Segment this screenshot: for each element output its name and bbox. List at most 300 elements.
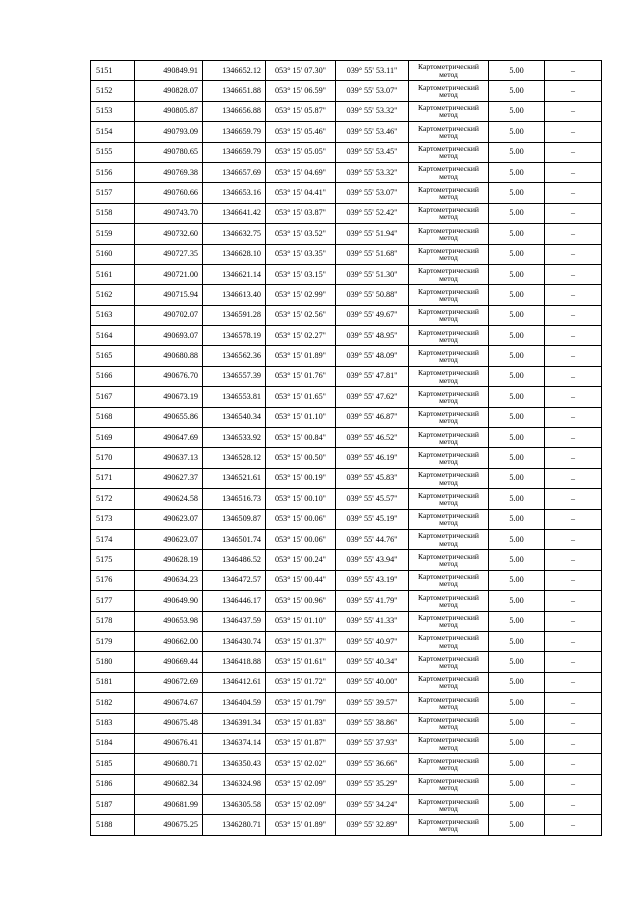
point-number-cell: 5164 <box>91 326 135 346</box>
longitude-cell: 039° 55' 53.11" <box>336 61 409 81</box>
note-cell: – <box>545 81 602 101</box>
longitude-cell: 039° 55' 43.94" <box>336 550 409 570</box>
note-cell: – <box>545 693 602 713</box>
method-cell: Картометрический метод <box>409 285 489 305</box>
note-cell: – <box>545 774 602 794</box>
accuracy-cell: 5.00 <box>489 203 545 223</box>
x-coordinate-cell: 490760.66 <box>135 183 203 203</box>
coordinates-table <box>90 60 602 836</box>
y-coordinate-cell: 1346516.73 <box>203 489 266 509</box>
y-coordinate-cell: 1346656.88 <box>203 101 266 121</box>
latitude-cell: 053° 15' 01.10" <box>266 407 336 427</box>
y-coordinate-cell: 1346651.88 <box>203 81 266 101</box>
accuracy-cell: 5.00 <box>489 264 545 284</box>
accuracy-cell: 5.00 <box>489 428 545 448</box>
method-cell: Картометрический метод <box>409 61 489 81</box>
note-cell: – <box>545 815 602 835</box>
point-number-cell: 5161 <box>91 264 135 284</box>
x-coordinate-cell: 490623.07 <box>135 509 203 529</box>
note-cell: – <box>545 346 602 366</box>
y-coordinate-cell: 1346446.17 <box>203 591 266 611</box>
method-cell: Картометрический метод <box>409 366 489 386</box>
longitude-cell: 039° 55' 45.57" <box>336 489 409 509</box>
note-cell: – <box>545 489 602 509</box>
accuracy-cell: 5.00 <box>489 224 545 244</box>
note-cell: – <box>545 509 602 529</box>
y-coordinate-cell: 1346628.10 <box>203 244 266 264</box>
accuracy-cell: 5.00 <box>489 101 545 121</box>
y-coordinate-cell: 1346557.39 <box>203 366 266 386</box>
table-row <box>91 774 602 794</box>
point-number-cell: 5157 <box>91 183 135 203</box>
accuracy-cell: 5.00 <box>489 672 545 692</box>
x-coordinate-cell: 490682.34 <box>135 774 203 794</box>
latitude-cell: 053° 15' 01.72" <box>266 672 336 692</box>
longitude-cell: 039° 55' 41.79" <box>336 591 409 611</box>
y-coordinate-cell: 1346305.58 <box>203 795 266 815</box>
table-row <box>91 672 602 692</box>
point-number-cell: 5188 <box>91 815 135 835</box>
method-cell: Картометрический метод <box>409 591 489 611</box>
method-cell: Картометрический метод <box>409 244 489 264</box>
table-row <box>91 815 602 835</box>
y-coordinate-cell: 1346528.12 <box>203 448 266 468</box>
table-row <box>91 509 602 529</box>
x-coordinate-cell: 490662.00 <box>135 631 203 651</box>
point-number-cell: 5186 <box>91 774 135 794</box>
accuracy-cell: 5.00 <box>489 591 545 611</box>
method-cell: Картометрический метод <box>409 570 489 590</box>
method-cell: Картометрический метод <box>409 754 489 774</box>
method-cell: Картометрический метод <box>409 305 489 325</box>
accuracy-cell: 5.00 <box>489 244 545 264</box>
longitude-cell: 039° 55' 51.30" <box>336 264 409 284</box>
point-number-cell: 5160 <box>91 244 135 264</box>
point-number-cell: 5180 <box>91 652 135 672</box>
latitude-cell: 053° 15' 00.24" <box>266 550 336 570</box>
longitude-cell: 039° 55' 53.07" <box>336 183 409 203</box>
table-row <box>91 428 602 448</box>
longitude-cell: 039° 55' 47.81" <box>336 366 409 386</box>
x-coordinate-cell: 490675.48 <box>135 713 203 733</box>
point-number-cell: 5178 <box>91 611 135 631</box>
latitude-cell: 053° 15' 00.06" <box>266 529 336 549</box>
point-number-cell: 5177 <box>91 591 135 611</box>
x-coordinate-cell: 490637.13 <box>135 448 203 468</box>
latitude-cell: 053° 15' 01.61" <box>266 652 336 672</box>
latitude-cell: 053° 15' 01.10" <box>266 611 336 631</box>
note-cell: – <box>545 264 602 284</box>
note-cell: – <box>545 631 602 651</box>
table-row <box>91 754 602 774</box>
accuracy-cell: 5.00 <box>489 733 545 753</box>
accuracy-cell: 5.00 <box>489 693 545 713</box>
point-number-cell: 5166 <box>91 366 135 386</box>
y-coordinate-cell: 1346540.34 <box>203 407 266 427</box>
note-cell: – <box>545 244 602 264</box>
accuracy-cell: 5.00 <box>489 795 545 815</box>
y-coordinate-cell: 1346509.87 <box>203 509 266 529</box>
accuracy-cell: 5.00 <box>489 529 545 549</box>
x-coordinate-cell: 490805.87 <box>135 101 203 121</box>
longitude-cell: 039° 55' 35.29" <box>336 774 409 794</box>
longitude-cell: 039° 55' 53.32" <box>336 162 409 182</box>
latitude-cell: 053° 15' 01.79" <box>266 693 336 713</box>
x-coordinate-cell: 490624.58 <box>135 489 203 509</box>
table-row <box>91 142 602 162</box>
table-row <box>91 244 602 264</box>
latitude-cell: 053° 15' 01.76" <box>266 366 336 386</box>
note-cell: – <box>545 672 602 692</box>
method-cell: Картометрический метод <box>409 774 489 794</box>
accuracy-cell: 5.00 <box>489 407 545 427</box>
accuracy-cell: 5.00 <box>489 713 545 733</box>
point-number-cell: 5182 <box>91 693 135 713</box>
x-coordinate-cell: 490673.19 <box>135 387 203 407</box>
y-coordinate-cell: 1346562.36 <box>203 346 266 366</box>
point-number-cell: 5170 <box>91 448 135 468</box>
x-coordinate-cell: 490680.88 <box>135 346 203 366</box>
x-coordinate-cell: 490672.69 <box>135 672 203 692</box>
note-cell: – <box>545 448 602 468</box>
y-coordinate-cell: 1346350.43 <box>203 754 266 774</box>
accuracy-cell: 5.00 <box>489 550 545 570</box>
table-row <box>91 652 602 672</box>
point-number-cell: 5171 <box>91 468 135 488</box>
x-coordinate-cell: 490676.70 <box>135 366 203 386</box>
accuracy-cell: 5.00 <box>489 570 545 590</box>
accuracy-cell: 5.00 <box>489 815 545 835</box>
y-coordinate-cell: 1346591.28 <box>203 305 266 325</box>
method-cell: Картометрический метод <box>409 162 489 182</box>
y-coordinate-cell: 1346437.59 <box>203 611 266 631</box>
table-row <box>91 468 602 488</box>
point-number-cell: 5159 <box>91 224 135 244</box>
y-coordinate-cell: 1346652.12 <box>203 61 266 81</box>
note-cell: – <box>545 285 602 305</box>
latitude-cell: 053° 15' 05.46" <box>266 122 336 142</box>
note-cell: – <box>545 754 602 774</box>
method-cell: Картометрический метод <box>409 815 489 835</box>
point-number-cell: 5154 <box>91 122 135 142</box>
method-cell: Картометрический метод <box>409 672 489 692</box>
latitude-cell: 053° 15' 02.27" <box>266 326 336 346</box>
y-coordinate-cell: 1346621.14 <box>203 264 266 284</box>
y-coordinate-cell: 1346632.75 <box>203 224 266 244</box>
table-row <box>91 224 602 244</box>
point-number-cell: 5175 <box>91 550 135 570</box>
longitude-cell: 039° 55' 41.33" <box>336 611 409 631</box>
accuracy-cell: 5.00 <box>489 509 545 529</box>
longitude-cell: 039° 55' 36.66" <box>336 754 409 774</box>
point-number-cell: 5153 <box>91 101 135 121</box>
x-coordinate-cell: 490721.00 <box>135 264 203 284</box>
latitude-cell: 053° 15' 00.50" <box>266 448 336 468</box>
accuracy-cell: 5.00 <box>489 81 545 101</box>
x-coordinate-cell: 490780.65 <box>135 142 203 162</box>
point-number-cell: 5174 <box>91 529 135 549</box>
x-coordinate-cell: 490649.90 <box>135 591 203 611</box>
point-number-cell: 5152 <box>91 81 135 101</box>
table-row <box>91 162 602 182</box>
latitude-cell: 053° 15' 02.99" <box>266 285 336 305</box>
point-number-cell: 5158 <box>91 203 135 223</box>
accuracy-cell: 5.00 <box>489 142 545 162</box>
method-cell: Картометрический метод <box>409 693 489 713</box>
y-coordinate-cell: 1346472.57 <box>203 570 266 590</box>
method-cell: Картометрический метод <box>409 733 489 753</box>
table-row <box>91 407 602 427</box>
latitude-cell: 053° 15' 03.35" <box>266 244 336 264</box>
table-body <box>91 61 602 836</box>
x-coordinate-cell: 490732.60 <box>135 224 203 244</box>
note-cell: – <box>545 611 602 631</box>
table-row <box>91 631 602 651</box>
x-coordinate-cell: 490769.38 <box>135 162 203 182</box>
longitude-cell: 039° 55' 51.68" <box>336 244 409 264</box>
longitude-cell: 039° 55' 46.87" <box>336 407 409 427</box>
method-cell: Картометрический метод <box>409 631 489 651</box>
latitude-cell: 053° 15' 02.09" <box>266 774 336 794</box>
x-coordinate-cell: 490727.35 <box>135 244 203 264</box>
longitude-cell: 039° 55' 40.00" <box>336 672 409 692</box>
accuracy-cell: 5.00 <box>489 387 545 407</box>
y-coordinate-cell: 1346391.34 <box>203 713 266 733</box>
x-coordinate-cell: 490647.69 <box>135 428 203 448</box>
note-cell: – <box>545 591 602 611</box>
latitude-cell: 053° 15' 00.84" <box>266 428 336 448</box>
note-cell: – <box>545 713 602 733</box>
longitude-cell: 039° 55' 45.19" <box>336 509 409 529</box>
y-coordinate-cell: 1346521.61 <box>203 468 266 488</box>
table-row <box>91 733 602 753</box>
point-number-cell: 5151 <box>91 61 135 81</box>
longitude-cell: 039° 55' 50.88" <box>336 285 409 305</box>
method-cell: Картометрический метод <box>409 611 489 631</box>
latitude-cell: 053° 15' 01.87" <box>266 733 336 753</box>
longitude-cell: 039° 55' 47.62" <box>336 387 409 407</box>
latitude-cell: 053° 15' 01.89" <box>266 346 336 366</box>
accuracy-cell: 5.00 <box>489 305 545 325</box>
accuracy-cell: 5.00 <box>489 754 545 774</box>
accuracy-cell: 5.00 <box>489 366 545 386</box>
note-cell: – <box>545 122 602 142</box>
latitude-cell: 053° 15' 01.89" <box>266 815 336 835</box>
note-cell: – <box>545 366 602 386</box>
y-coordinate-cell: 1346280.71 <box>203 815 266 835</box>
table-row <box>91 448 602 468</box>
accuracy-cell: 5.00 <box>489 448 545 468</box>
latitude-cell: 053° 15' 04.69" <box>266 162 336 182</box>
note-cell: – <box>545 387 602 407</box>
note-cell: – <box>545 61 602 81</box>
method-cell: Картометрический метод <box>409 326 489 346</box>
longitude-cell: 039° 55' 45.83" <box>336 468 409 488</box>
table-row <box>91 795 602 815</box>
accuracy-cell: 5.00 <box>489 183 545 203</box>
table-row <box>91 529 602 549</box>
point-number-cell: 5168 <box>91 407 135 427</box>
table-row <box>91 183 602 203</box>
table-row <box>91 264 602 284</box>
x-coordinate-cell: 490828.07 <box>135 81 203 101</box>
note-cell: – <box>545 570 602 590</box>
latitude-cell: 053° 15' 01.37" <box>266 631 336 651</box>
latitude-cell: 053° 15' 00.96" <box>266 591 336 611</box>
method-cell: Картометрический метод <box>409 509 489 529</box>
point-number-cell: 5185 <box>91 754 135 774</box>
table-row <box>91 203 602 223</box>
note-cell: – <box>545 162 602 182</box>
latitude-cell: 053° 15' 02.09" <box>266 795 336 815</box>
y-coordinate-cell: 1346659.79 <box>203 122 266 142</box>
point-number-cell: 5173 <box>91 509 135 529</box>
method-cell: Картометрический метод <box>409 387 489 407</box>
method-cell: Картометрический метод <box>409 428 489 448</box>
x-coordinate-cell: 490743.70 <box>135 203 203 223</box>
latitude-cell: 053° 15' 03.52" <box>266 224 336 244</box>
note-cell: – <box>545 101 602 121</box>
longitude-cell: 039° 55' 34.24" <box>336 795 409 815</box>
table-row <box>91 346 602 366</box>
note-cell: – <box>545 183 602 203</box>
latitude-cell: 053° 15' 04.41" <box>266 183 336 203</box>
latitude-cell: 053° 15' 00.44" <box>266 570 336 590</box>
method-cell: Картометрический метод <box>409 713 489 733</box>
longitude-cell: 039° 55' 53.46" <box>336 122 409 142</box>
x-coordinate-cell: 490849.91 <box>135 61 203 81</box>
point-number-cell: 5176 <box>91 570 135 590</box>
point-number-cell: 5169 <box>91 428 135 448</box>
method-cell: Картометрический метод <box>409 489 489 509</box>
accuracy-cell: 5.00 <box>489 611 545 631</box>
note-cell: – <box>545 428 602 448</box>
method-cell: Картометрический метод <box>409 183 489 203</box>
latitude-cell: 053° 15' 02.56" <box>266 305 336 325</box>
x-coordinate-cell: 490655.86 <box>135 407 203 427</box>
accuracy-cell: 5.00 <box>489 489 545 509</box>
x-coordinate-cell: 490627.37 <box>135 468 203 488</box>
longitude-cell: 039° 55' 44.76" <box>336 529 409 549</box>
x-coordinate-cell: 490623.07 <box>135 529 203 549</box>
method-cell: Картометрический метод <box>409 529 489 549</box>
latitude-cell: 053° 15' 01.83" <box>266 713 336 733</box>
y-coordinate-cell: 1346486.52 <box>203 550 266 570</box>
note-cell: – <box>545 468 602 488</box>
method-cell: Картометрический метод <box>409 264 489 284</box>
method-cell: Картометрический метод <box>409 81 489 101</box>
table-row <box>91 489 602 509</box>
accuracy-cell: 5.00 <box>489 631 545 651</box>
longitude-cell: 039° 55' 48.95" <box>336 326 409 346</box>
x-coordinate-cell: 490702.07 <box>135 305 203 325</box>
method-cell: Картометрический метод <box>409 407 489 427</box>
table-row <box>91 611 602 631</box>
method-cell: Картометрический метод <box>409 795 489 815</box>
latitude-cell: 053° 15' 06.59" <box>266 81 336 101</box>
latitude-cell: 053° 15' 05.87" <box>266 101 336 121</box>
latitude-cell: 053° 15' 07.30" <box>266 61 336 81</box>
table-row <box>91 81 602 101</box>
x-coordinate-cell: 490653.98 <box>135 611 203 631</box>
table-row <box>91 366 602 386</box>
table-row <box>91 591 602 611</box>
x-coordinate-cell: 490634.23 <box>135 570 203 590</box>
note-cell: – <box>545 326 602 346</box>
longitude-cell: 039° 55' 46.19" <box>336 448 409 468</box>
point-number-cell: 5183 <box>91 713 135 733</box>
latitude-cell: 053° 15' 01.65" <box>266 387 336 407</box>
longitude-cell: 039° 55' 46.52" <box>336 428 409 448</box>
longitude-cell: 039° 55' 37.93" <box>336 733 409 753</box>
method-cell: Картометрический метод <box>409 448 489 468</box>
method-cell: Картометрический метод <box>409 224 489 244</box>
y-coordinate-cell: 1346418.88 <box>203 652 266 672</box>
note-cell: – <box>545 142 602 162</box>
accuracy-cell: 5.00 <box>489 61 545 81</box>
table-row <box>91 285 602 305</box>
y-coordinate-cell: 1346553.81 <box>203 387 266 407</box>
table-row <box>91 387 602 407</box>
longitude-cell: 039° 55' 53.45" <box>336 142 409 162</box>
y-coordinate-cell: 1346501.74 <box>203 529 266 549</box>
longitude-cell: 039° 55' 49.67" <box>336 305 409 325</box>
accuracy-cell: 5.00 <box>489 122 545 142</box>
y-coordinate-cell: 1346404.59 <box>203 693 266 713</box>
latitude-cell: 053° 15' 05.05" <box>266 142 336 162</box>
y-coordinate-cell: 1346659.79 <box>203 142 266 162</box>
table-row <box>91 570 602 590</box>
note-cell: – <box>545 529 602 549</box>
point-number-cell: 5184 <box>91 733 135 753</box>
longitude-cell: 039° 55' 40.97" <box>336 631 409 651</box>
accuracy-cell: 5.00 <box>489 326 545 346</box>
table-row <box>91 61 602 81</box>
method-cell: Картометрический метод <box>409 550 489 570</box>
note-cell: – <box>545 305 602 325</box>
accuracy-cell: 5.00 <box>489 285 545 305</box>
y-coordinate-cell: 1346533.92 <box>203 428 266 448</box>
y-coordinate-cell: 1346641.42 <box>203 203 266 223</box>
x-coordinate-cell: 490674.67 <box>135 693 203 713</box>
accuracy-cell: 5.00 <box>489 652 545 672</box>
latitude-cell: 053° 15' 03.15" <box>266 264 336 284</box>
accuracy-cell: 5.00 <box>489 162 545 182</box>
x-coordinate-cell: 490669.44 <box>135 652 203 672</box>
note-cell: – <box>545 733 602 753</box>
note-cell: – <box>545 224 602 244</box>
method-cell: Картометрический метод <box>409 346 489 366</box>
table-row <box>91 713 602 733</box>
x-coordinate-cell: 490715.94 <box>135 285 203 305</box>
accuracy-cell: 5.00 <box>489 346 545 366</box>
longitude-cell: 039° 55' 39.57" <box>336 693 409 713</box>
note-cell: – <box>545 203 602 223</box>
y-coordinate-cell: 1346657.69 <box>203 162 266 182</box>
table-row <box>91 693 602 713</box>
x-coordinate-cell: 490628.19 <box>135 550 203 570</box>
method-cell: Картометрический метод <box>409 142 489 162</box>
longitude-cell: 039° 55' 40.34" <box>336 652 409 672</box>
table-row <box>91 305 602 325</box>
x-coordinate-cell: 490693.07 <box>135 326 203 346</box>
method-cell: Картометрический метод <box>409 652 489 672</box>
y-coordinate-cell: 1346613.40 <box>203 285 266 305</box>
latitude-cell: 053° 15' 02.02" <box>266 754 336 774</box>
accuracy-cell: 5.00 <box>489 468 545 488</box>
point-number-cell: 5181 <box>91 672 135 692</box>
point-number-cell: 5162 <box>91 285 135 305</box>
